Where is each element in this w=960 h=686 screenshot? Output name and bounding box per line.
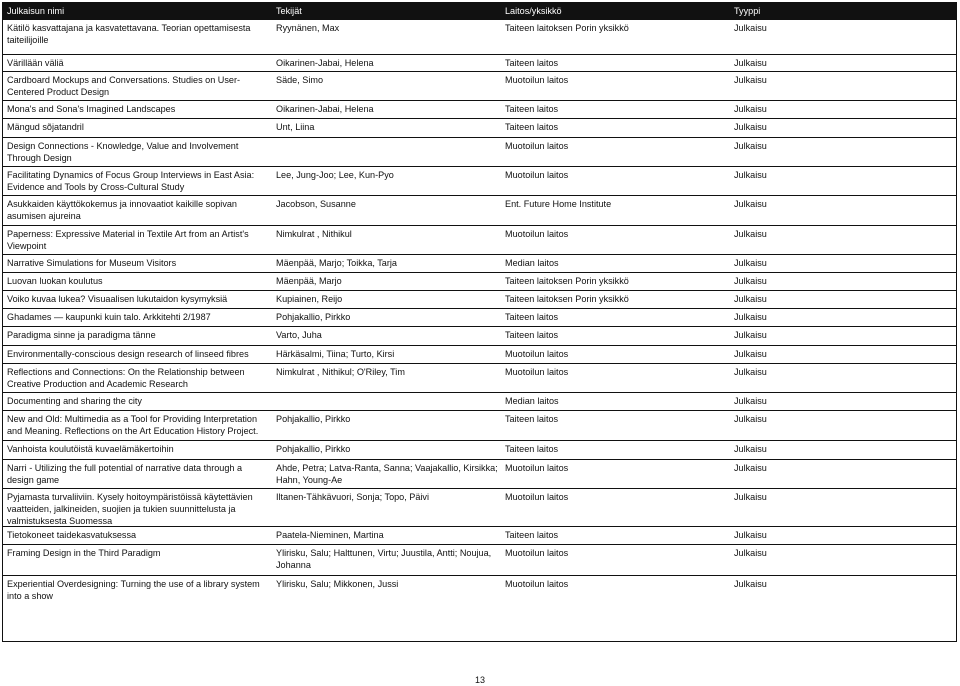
cell-type: Julkaisu — [734, 312, 767, 322]
cell-type: Julkaisu — [734, 367, 767, 377]
table-row — [3, 55, 956, 72]
page-number: 13 — [474, 675, 485, 685]
cell-authors: Ylirisku, Salu; Halttunen, Virtu; Juustila, Antti; Noujua, Johanna — [276, 548, 492, 570]
cell-type: Julkaisu — [734, 548, 767, 558]
cell-authors: Paatela-Nieminen, Martina — [276, 530, 384, 540]
cell-department: Taiteen laitoksen Porin yksikkö — [505, 23, 629, 33]
cell-authors: Oikarinen-Jabai, Helena — [276, 104, 374, 114]
cell-publication-name: Narri - Utilizing the full potential of narrative data through a design game — [7, 463, 243, 485]
table-row — [3, 101, 956, 119]
cell-type: Julkaisu — [734, 58, 767, 68]
cell-department: Taiteen laitos — [505, 444, 559, 454]
cell-publication-name: Reflections and Connections: On the Relationship between Creative Production and Academic Research — [7, 367, 245, 389]
cell-publication-name: Vanhoista koulutöistä kuvaelämäkertoihin — [7, 444, 174, 454]
cell-authors: Ryynänen, Max — [276, 23, 340, 33]
cell-department: Muotoilun laitos — [505, 229, 569, 239]
cell-department: Taiteen laitos — [505, 330, 559, 340]
cell-publication-name: Voiko kuvaa lukea? Visuaalisen lukutaidon kysymyksiä — [7, 294, 228, 304]
cell-department: Muotoilun laitos — [505, 463, 569, 473]
cell-type: Julkaisu — [734, 463, 767, 473]
cell-department: Muotoilun laitos — [505, 492, 569, 502]
cell-department: Taiteen laitos — [505, 104, 559, 114]
cell-type: Julkaisu — [734, 141, 767, 151]
cell-type: Julkaisu — [734, 294, 767, 304]
table-row — [3, 411, 956, 441]
cell-type: Julkaisu — [734, 330, 767, 340]
table-row — [3, 364, 956, 393]
cell-authors — [276, 138, 498, 140]
cell-publication-name: New and Old: Multimedia as a Tool for Providing Interpretation and Meaning. Reflections on the Art Education History Project. — [7, 414, 259, 436]
cell-type: Julkaisu — [734, 75, 767, 85]
cell-authors: Pohjakallio, Pirkko — [276, 414, 351, 424]
table-row — [3, 20, 956, 55]
cell-authors: Härkäsalmi, Tiina; Turto, Kirsi — [276, 349, 395, 359]
table-row — [3, 545, 956, 576]
cell-department: Muotoilun laitos — [505, 75, 569, 85]
cell-type: Julkaisu — [734, 492, 767, 502]
cell-department: Taiteen laitos — [505, 122, 559, 132]
cell-department: Muotoilun laitos — [505, 141, 569, 151]
table-row — [3, 489, 956, 527]
cell-publication-name: Luovan luokan koulutus — [7, 276, 103, 286]
cell-authors: Nimkulrat , Nithikul; O'Riley, Tim — [276, 367, 405, 377]
cell-publication-name: Pyjamasta turvaliiviin. Kysely hoitoympäristöissä käytettävien vaatteiden, jalkineiden, suojien ja tukien suunnittelusta ja valmistuksesta Suomessa — [7, 492, 253, 526]
page-frame — [2, 2, 957, 642]
table-row — [3, 138, 956, 167]
cell-authors: Iltanen-Tähkävuori, Sonja; Topo, Päivi — [276, 492, 429, 502]
table-row — [3, 72, 956, 101]
cell-publication-name: Framing Design in the Third Paradigm — [7, 548, 161, 558]
cell-department: Taiteen laitos — [505, 58, 559, 68]
cell-publication-name: Environmentally-conscious design research of linseed fibres — [7, 349, 249, 359]
cell-type: Julkaisu — [734, 23, 767, 33]
table-row — [3, 309, 956, 327]
cell-publication-name: Cardboard Mockups and Conversations. Studies on User-Centered Product Design — [7, 75, 241, 97]
cell-type: Julkaisu — [734, 396, 767, 406]
cell-department: Taiteen laitos — [505, 414, 559, 424]
cell-type: Julkaisu — [734, 229, 767, 239]
cell-authors: Nimkulrat , Nithikul — [276, 229, 352, 239]
cell-authors: Pohjakallio, Pirkko — [276, 312, 351, 322]
cell-publication-name: Värillään väliä — [7, 58, 64, 68]
cell-publication-name: Paperness: Expressive Material in Textile Art from an Artist's Viewpoint — [7, 229, 249, 251]
table-row — [3, 226, 956, 255]
cell-department: Taiteen laitos — [505, 312, 559, 322]
cell-authors: Mäenpää, Marjo — [276, 276, 342, 286]
cell-authors: Ahde, Petra; Latva-Ranta, Sanna; Vaajakallio, Kirsikka; Hahn, Young-Ae — [276, 463, 498, 485]
cell-department: Muotoilun laitos — [505, 170, 569, 180]
cell-publication-name: Narrative Simulations for Museum Visitors — [7, 258, 177, 268]
cell-department: Taiteen laitoksen Porin yksikkö — [505, 294, 629, 304]
header-department: Laitos/yksikkö — [505, 6, 562, 16]
cell-type: Julkaisu — [734, 530, 767, 540]
cell-authors: Ylirisku, Salu; Mikkonen, Jussi — [276, 579, 399, 589]
table-row — [3, 167, 956, 196]
cell-publication-name: Experiential Overdesigning: Turning the use of a library system into a show — [7, 579, 260, 601]
header-publication-name: Julkaisun nimi — [7, 6, 65, 16]
table-row — [3, 460, 956, 489]
header-type: Tyyppi — [734, 6, 761, 16]
cell-authors: Kupiainen, Reijo — [276, 294, 343, 304]
cell-authors — [276, 393, 498, 395]
table-row — [3, 346, 956, 364]
cell-department: Muotoilun laitos — [505, 349, 569, 359]
cell-department: Muotoilun laitos — [505, 579, 569, 589]
cell-publication-name: Mängud sõjatandril — [7, 122, 84, 132]
table-row — [3, 255, 956, 273]
table-row — [3, 441, 956, 460]
cell-publication-name: Design Connections - Knowledge, Value and Involvement Through Design — [7, 141, 239, 163]
cell-department: Taiteen laitoksen Porin yksikkö — [505, 276, 629, 286]
table-row — [3, 119, 956, 138]
cell-authors: Säde, Simo — [276, 75, 324, 85]
cell-authors: Mäenpää, Marjo; Toikka, Tarja — [276, 258, 397, 268]
cell-authors: Jacobson, Susanne — [276, 199, 356, 209]
cell-publication-name: Asukkaiden käyttökokemus ja innovaatiot kaikille sopivan asumisen ajureina — [7, 199, 237, 221]
cell-publication-name: Ghadames — kaupunki kuin talo. Arkkitehti 2/1987 — [7, 312, 211, 322]
cell-type: Julkaisu — [734, 276, 767, 286]
cell-publication-name: Kätilö kasvattajana ja kasvatettavana. Teorian opettamisesta taiteilijoille — [7, 23, 251, 45]
cell-type: Julkaisu — [734, 258, 767, 268]
header-authors: Tekijät — [276, 6, 302, 16]
cell-type: Julkaisu — [734, 579, 767, 589]
cell-department: Muotoilun laitos — [505, 548, 569, 558]
table-row — [3, 273, 956, 291]
cell-publication-name: Paradigma sinne ja paradigma tänne — [7, 330, 156, 340]
table-row — [3, 291, 956, 309]
cell-authors: Unt, Liina — [276, 122, 315, 132]
cell-authors: Lee, Jung-Joo; Lee, Kun-Pyo — [276, 170, 394, 180]
cell-authors: Pohjakallio, Pirkko — [276, 444, 351, 454]
cell-type: Julkaisu — [734, 414, 767, 424]
cell-publication-name: Mona's and Sona's Imagined Landscapes — [7, 104, 176, 114]
cell-publication-name: Tietokoneet taidekasvatuksessa — [7, 530, 137, 540]
cell-department: Taiteen laitos — [505, 530, 559, 540]
cell-type: Julkaisu — [734, 122, 767, 132]
cell-type: Julkaisu — [734, 349, 767, 359]
table-row — [3, 327, 956, 346]
table-row — [3, 527, 956, 545]
cell-department: Median laitos — [505, 396, 559, 406]
cell-type: Julkaisu — [734, 170, 767, 180]
cell-department: Median laitos — [505, 258, 559, 268]
table-row — [3, 576, 956, 614]
cell-publication-name: Facilitating Dynamics of Focus Group Interviews in East Asia: Evidence and Tools by Cross-Cultural Study — [7, 170, 255, 192]
cell-type: Julkaisu — [734, 104, 767, 114]
table-row — [3, 393, 956, 411]
cell-department: Ent. Future Home Institute — [505, 199, 612, 209]
cell-type: Julkaisu — [734, 444, 767, 454]
table-body — [3, 3, 956, 641]
cell-department: Muotoilun laitos — [505, 367, 569, 377]
cell-type: Julkaisu — [734, 199, 767, 209]
table-row — [3, 196, 956, 226]
cell-authors: Oikarinen-Jabai, Helena — [276, 58, 374, 68]
cell-authors: Varto, Juha — [276, 330, 322, 340]
cell-publication-name: Documenting and sharing the city — [7, 396, 142, 406]
